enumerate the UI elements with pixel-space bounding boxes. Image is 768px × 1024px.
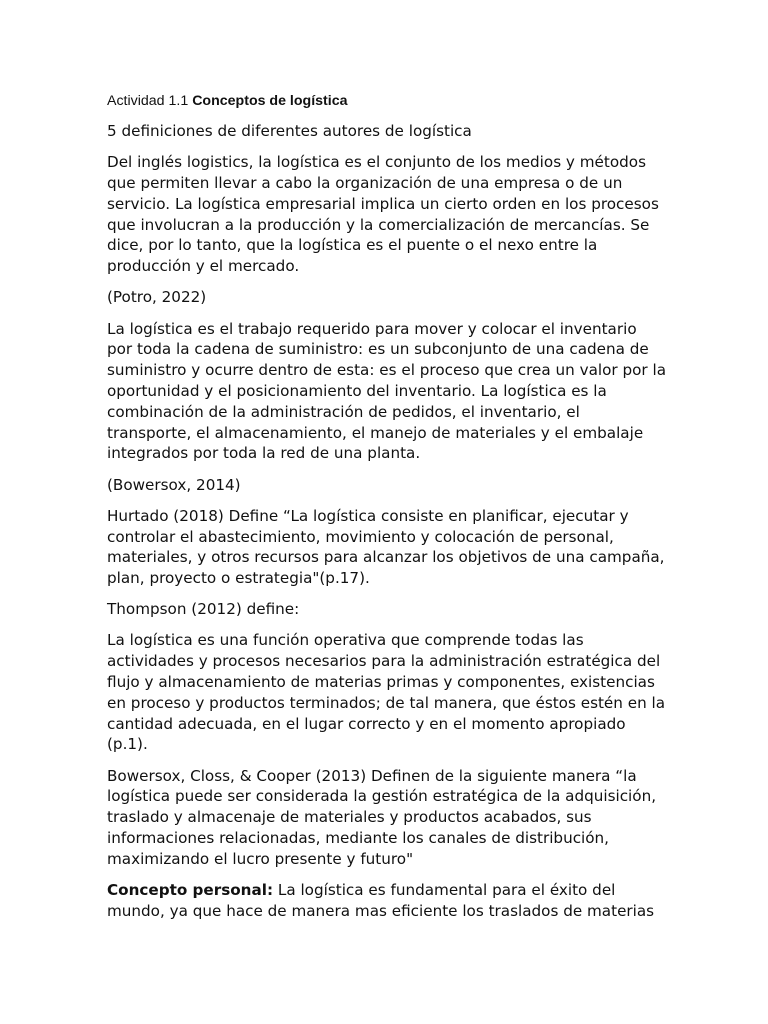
citation-potro: (Potro, 2022) — [107, 288, 207, 307]
paragraph-definition-thompson: La logística es una función operativa que comprende todas las actividades y procesos necesarios para la administración estratégica del flujo y almacenamiento de materias primas y componentes, existencias en proceso y productos terminados; de tal manera, que éstos estén en la cantidad adecuada, en el lugar correcto y en el momento apropiado (p.1). — [107, 631, 666, 754]
paragraph-definition-2: La logística es el trabajo requerido para mover y colocar el inventario por toda la cadena de suministro: es un subconjunto de una cadena de suministro y ocurre dentro de esta: es el proceso que crea un valor por la oportunidad y el posicionamiento del inventario. La logística es la combinación de la administración de pedidos, el inventario, el transporte, el almacenamiento, el manejo de materiales y el embalaje integrados por toda la red de una planta. — [107, 319, 667, 463]
document-subtitle: 5 definiciones de diferentes autores de logística — [107, 122, 472, 140]
title-prefix: Actividad 1.1 — [107, 93, 193, 109]
paragraph-definition-1: Del inglés logistics, la logística es el conjunto de los medios y métodos que permiten llevar a cabo la organización de una empresa o de un servicio. La logística empresarial implica un cierto orden en los procesos que involucran a la producción y la comercialización de mercancías. Se dice, por lo tanto, que la logística es el puente o el nexo entre la producción y el mercado. — [107, 153, 659, 276]
paragraph-definition-hurtado: Hurtado (2018) Define “La logística consiste en planificar, ejecutar y controlar el abastecimiento, movimiento y colocación de personal, materiales, y otros recursos para alcanzar los objetivos de una campaña, plan, proyecto o estrategia"(p.17). — [107, 506, 665, 588]
paragraph-thompson-intro: Thompson (2012) define: — [107, 600, 300, 619]
document-title — [107, 91, 666, 111]
personal-concept-text: La logística es fundamental para el éxito del mundo, ya que hace de manera mas eficiente los traslados de materias — [107, 881, 655, 920]
title-bold-text: Conceptos de logística — [192, 93, 348, 109]
citation-bowersox: (Bowersox, 2014) — [107, 475, 241, 494]
paragraph-personal-concept — [107, 880, 666, 922]
paragraph-definition-bowersox-closs-cooper: Bowersox, Closs, & Cooper (2013) Definen de la siguiente manera “la logística puede ser considerada la gestión estratégica de la adquisición, traslado y almacenaje de materiales y productos acabados, sus informaciones relacionadas, mediante los canales de distribución, maximizando el lucro presente y futuro" — [107, 766, 657, 868]
personal-concept-label: Concepto personal: — [107, 881, 274, 900]
